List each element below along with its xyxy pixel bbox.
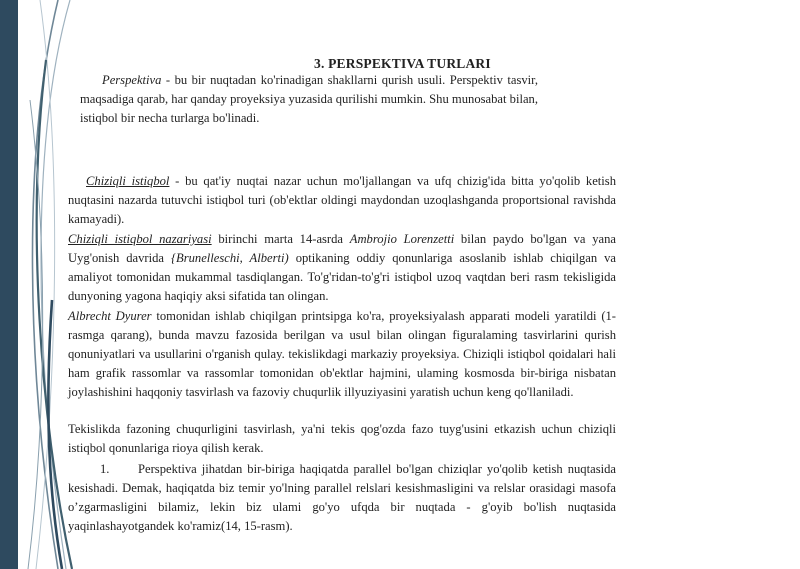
p2-text3: optikaning oddiy qonunlariga asoslanib ishlab chiqilgan va amaliyot tomonidan mukammal tasdiqlangan. To'g'ridan-to'g'ri istiqbol uzoq vaqtdan beri rasm tekisligida dunyoning yagona haqiqiy aksi sifatida tan olingan. bbox=[68, 251, 616, 303]
name-dyurer: Albrecht Dyurer bbox=[68, 309, 152, 323]
p2-text1: birinchi marta 14-asrda bbox=[211, 232, 350, 246]
term-chiziqli-istiqbol: Chiziqli istiqbol bbox=[86, 174, 170, 188]
p2-text2: bilan paydo bo'lgan va yana Uyg'onish davrida bbox=[68, 232, 617, 265]
intro-paragraph bbox=[80, 71, 538, 128]
p4-text: Tekislikda fazoning chuqurligini tasvirlash, ya'ni tekis qog'ozda fazo tuyg'usini etkazish uchun chiziqli istiqbol qonunlariga rioya qilish kerak. bbox=[68, 422, 616, 455]
heading-text: 3. PERSPEKTIVA TURLARI bbox=[314, 56, 491, 71]
list-number: 1. bbox=[100, 462, 110, 476]
paragraph-chiziqli-istiqbol bbox=[68, 172, 616, 229]
term-perspektiva: Perspektiva bbox=[102, 73, 162, 87]
paragraph-dyurer bbox=[68, 307, 616, 402]
p5-text: Perspektiva jihatdan bir-biriga haqiqatda parallel bo'lgan chiziqlar yo'qolib ketish nuqtasida kesishadi. Demak, haqiqatda biz temir yo'lning parallel relslari kesishmasligini va relslar orasidagi masofa o’zgarmasligini bilamiz, lekin biz ulami go'yo ufqda bir nuqtada - g'oyib bo'lish nuqtasida yaqinlashayotgandek ko'ramiz(14, 15-rasm). bbox=[68, 462, 616, 533]
term-nazariya: Chiziqli istiqbol nazariyasi bbox=[68, 232, 212, 246]
p1-text: - bu qat'iy nuqtai nazar uchun mo'ljallangan va ufq chizig'ida bitta yo'qolib ketish nuqtasini nazarda tutuvchi istiqbol turi (ob'ektlar oldingi maydondan uzoqlashganda proportsional ravishda kamayadi). bbox=[68, 174, 616, 226]
name-brunelleschi: {Brunelleschi, Alberti) bbox=[170, 251, 289, 265]
p3-text: tomonidan ishlab chiqilgan printsipga ko'ra, proyeksiyalash apparati modeli yaratildi (1-rasmga qarang), bunda mavzu fazosida berilgan va usul bilan olingan figuralaming tasvirlarini qurish qonuniyatlari va usullarini o'rganish qulay. tekislikdagi markaziy proyeksiya. Chiziqli istiqbol qoidalari hali ham grafik rassomlar va rassomlar tomonidan ob'ektlar hajmini, ulaming kosmosda bir-biriga nisbatan joylashishini haqqoniy tasvirlash va fazoviy chuqurlik illyuziyasini yaratish uchun keng qo'llaniladi. bbox=[68, 309, 616, 399]
paragraph-numbered-1 bbox=[68, 460, 616, 536]
intro-text: - bu bir nuqtadan ko'rinadigan shakllarni qurish usuli. Perspektiv tasvir, maqsadiga qarab, har qanday proyeksiya yuzasida qurilishi mumkin. Shu munosabat bilan, istiqbol bir necha turlarga bo'linadi. bbox=[80, 73, 538, 125]
name-lorenzetti: Ambrojio Lorenzetti bbox=[349, 232, 455, 246]
paragraph-nazariya bbox=[68, 230, 616, 306]
paragraph-tekislik bbox=[68, 420, 616, 458]
